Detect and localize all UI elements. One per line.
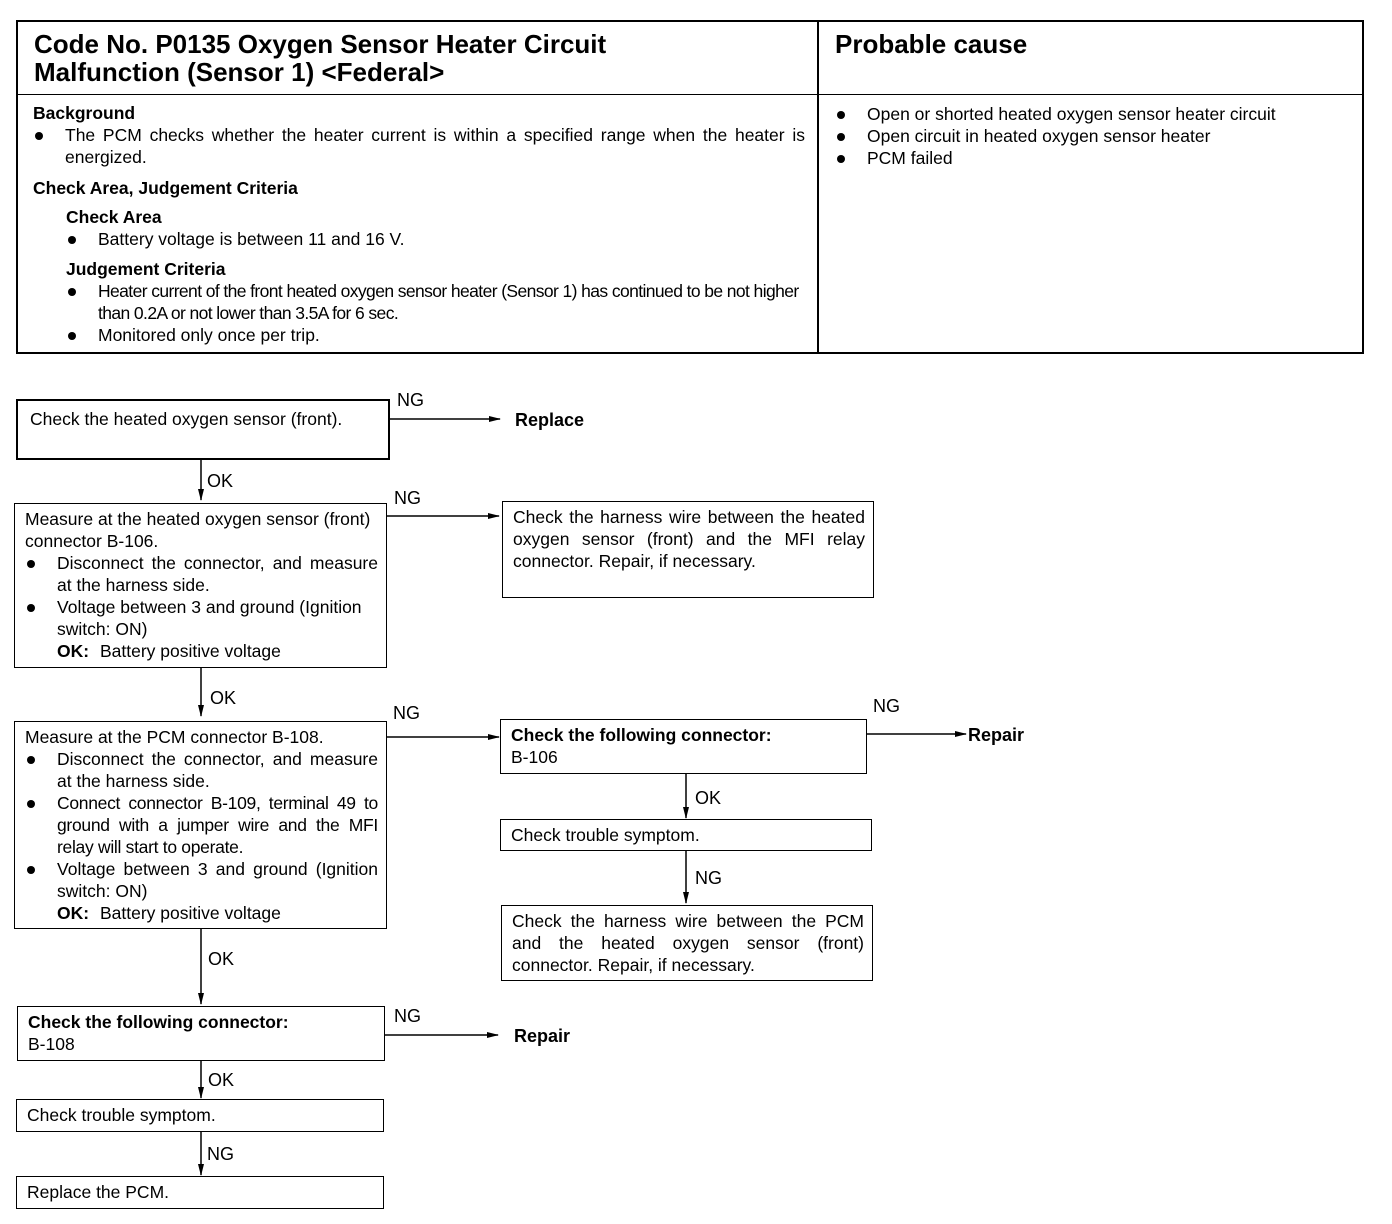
check-area-heading: Check Area <box>66 207 162 227</box>
ng-label: NG <box>394 1006 421 1026</box>
replace-pcm-text: Replace the PCM. <box>27 1182 170 1202</box>
step3-item <box>25 792 378 858</box>
ok-criteria-value: Battery positive voltage <box>99 903 281 923</box>
judgement-item-text: Monitored only once per trip. <box>98 325 320 345</box>
repair-result: Repair <box>514 1026 571 1046</box>
ok-label: OK <box>695 788 722 808</box>
repair-result: Repair <box>968 725 1025 745</box>
step3-item <box>25 748 378 792</box>
step3-item-text: Connect connector B-109, terminal 49 to ground with a jumper wire and the MFI relay will start to operate. <box>57 793 378 857</box>
step5-box <box>16 1099 384 1132</box>
step2-intro: Measure at the heated oxygen sensor (front) connector B-106. <box>25 509 371 551</box>
bullet-icon <box>27 800 35 808</box>
step1-label: Check the heated oxygen sensor (front). <box>30 409 343 429</box>
judgement-item-text: Heater current of the front heated oxygen sensor heater (Sensor 1) has continued to be not higher than 0.2A or not lower than 3.5A for 6 sec. <box>98 281 799 323</box>
ng-label: NG <box>394 488 421 508</box>
ng-label: NG <box>873 696 900 716</box>
ng-label: NG <box>695 868 722 888</box>
step2-ng-text: Check the harness wire between the heated oxygen sensor (front) and the MFI relay connector. Repair, if necessary. <box>513 507 865 571</box>
step3-item <box>25 858 378 902</box>
connector-heading: Check the following connector: <box>28 1012 289 1032</box>
ok-criteria-label: OK: <box>57 641 90 661</box>
step2-item <box>25 552 378 596</box>
bullet-icon <box>27 560 35 568</box>
step4-box <box>17 1006 385 1061</box>
ng-label: NG <box>207 1144 234 1164</box>
step2-ok-criteria <box>25 640 378 662</box>
ok-label: OK <box>208 1070 235 1090</box>
bullet-icon <box>27 756 35 764</box>
step3-item-text: Voltage between 3 and ground (Ignition switch: ON) <box>57 859 378 901</box>
b106-connector-box <box>500 719 867 774</box>
bullet-icon <box>27 866 35 874</box>
ok-label: OK <box>207 471 234 491</box>
trouble-text: Check trouble symptom. <box>511 825 700 845</box>
ng-label: NG <box>393 703 420 723</box>
ng-label: NG <box>397 390 424 410</box>
step3-box <box>14 721 387 929</box>
step1-box <box>16 399 390 460</box>
ok-label: OK <box>208 949 235 969</box>
ok-criteria-label: OK: <box>57 903 90 923</box>
ok-criteria-value: Battery positive voltage <box>99 641 281 661</box>
probable-cause-title: Probable cause <box>835 29 1028 59</box>
step2-item-text: Voltage between 3 and ground (Ignition switch: ON) <box>57 597 362 639</box>
step2-item-text: Disconnect the connector, and measure at the harness side. <box>57 553 378 595</box>
step2-ng-box <box>502 501 874 598</box>
trouble-text: Check trouble symptom. <box>27 1105 216 1125</box>
criteria-heading: Check Area, Judgement Criteria <box>33 178 298 198</box>
judgement-heading: Judgement Criteria <box>66 259 226 279</box>
background-heading: Background <box>33 103 136 123</box>
check-area-item-text: Battery voltage is between 11 and 16 V. <box>98 229 405 249</box>
replace-result: Replace <box>515 410 585 430</box>
step1-text <box>30 408 380 430</box>
connector-id: B-108 <box>28 1034 75 1054</box>
step6-box <box>16 1176 384 1209</box>
probable-cause-text: PCM failed <box>867 148 953 168</box>
step2-box <box>14 503 387 668</box>
right-final-box <box>501 905 873 981</box>
step3-ok-criteria <box>25 902 378 924</box>
probable-cause-text: Open circuit in heated oxygen sensor heater <box>867 126 1211 146</box>
connector-heading: Check the following connector: <box>511 725 772 745</box>
ok-label: OK <box>210 688 237 708</box>
right-final-text: Check the harness wire between the PCM and the heated oxygen sensor (front) connector. Repair, if necessary. <box>512 911 864 975</box>
step3-intro: Measure at the PCM connector B-108. <box>25 727 324 747</box>
right-trouble-box <box>500 819 872 851</box>
title-line-1: Code No. P0135 Oxygen Sensor Heater Circuit <box>34 29 607 59</box>
connector-id: B-106 <box>511 747 558 767</box>
step2-item <box>25 596 378 640</box>
title-line-2: Malfunction (Sensor 1) <Federal> <box>34 57 445 87</box>
step3-item-text: Disconnect the connector, and measure at the harness side. <box>57 749 378 791</box>
probable-cause-text: Open or shorted heated oxygen sensor heater circuit <box>867 104 1276 124</box>
background-item-text: The PCM checks whether the heater current is within a specified range when the heater is energized. <box>65 125 805 167</box>
bullet-icon <box>27 604 35 612</box>
